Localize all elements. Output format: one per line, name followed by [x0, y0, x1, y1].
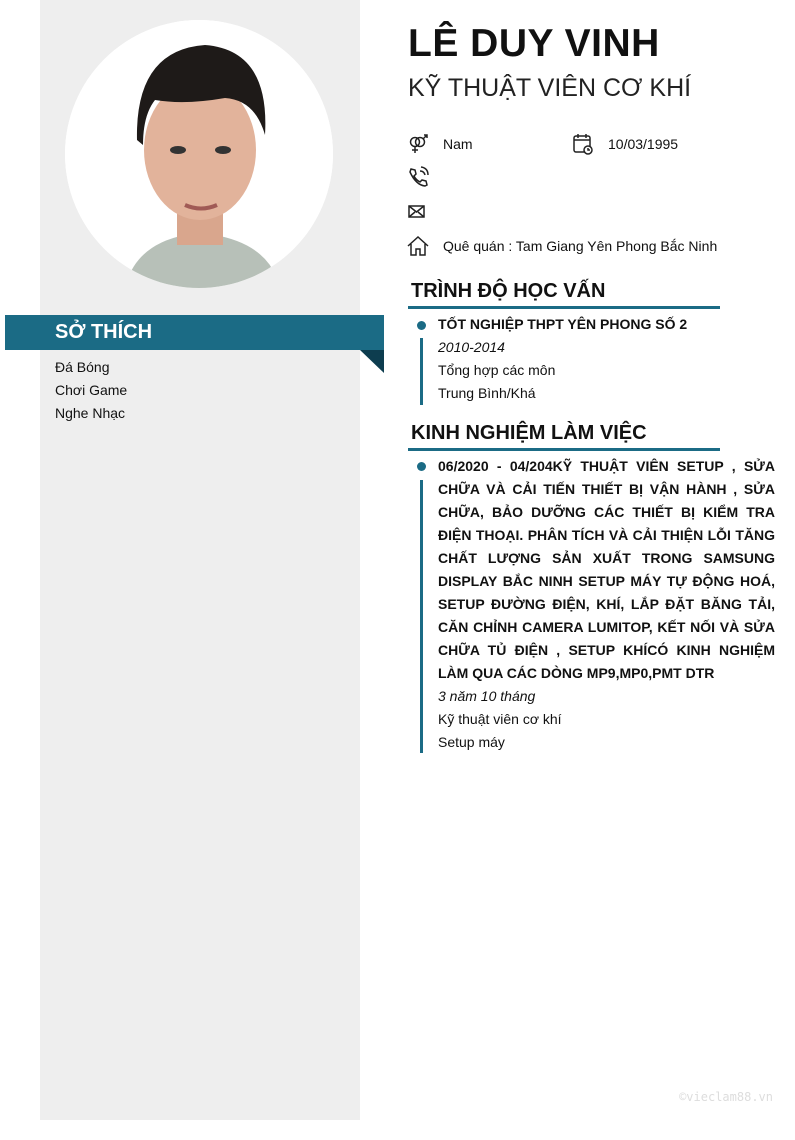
avatar [65, 20, 333, 288]
timeline-line [420, 480, 423, 753]
address-value: Quê quán : Tam Giang Yên Phong Bắc Ninh [443, 238, 718, 254]
experience-heading: KINH NGHIỆM LÀM VIỆC [408, 422, 720, 451]
gender-row [407, 133, 473, 155]
experience-position: Kỹ thuật viên cơ khí [438, 711, 562, 727]
timeline-line [420, 338, 423, 405]
hobby-item: Chơi Game [55, 382, 128, 398]
experience-duration: 3 năm 10 tháng [438, 688, 536, 704]
full-name: LÊ DUY VINH [408, 22, 660, 65]
address-row [407, 235, 717, 257]
watermark: ©vieclam88.vn [679, 1090, 773, 1104]
email-row [407, 201, 429, 223]
dob-row [572, 133, 678, 155]
ribbon-fold [360, 350, 384, 373]
experience-title: 06/2020 - 04/204KỸ THUẬT VIÊN SETUP , SỬA CHỮA VÀ CẢI TIẾN THIẾT BỊ VẬN HÀNH , SỬA CHỮA, BẢO DƯỠNG CÁC THIẾT BỊ KIỂM TRA ĐIỆN THOẠI. PHÂN TÍCH VÀ CẢI THIỆN LỖI TĂNG CHẤT LƯỢNG SẢN XUẤT TRONG SAMSUNG DISPLAY BẮC NINH SETUP MÁY TỰ ĐỘNG HOÁ, SETUP ĐƯỜNG ĐIỆN, KHÍ, LẮP ĐẶT BĂNG TẢI, CĂN CHỈNH CAMERA LUMITOP, KẾT NỐI VÀ SỬA CHỮA TỦ ĐIỆN , SETUP KHÍCÓ KINH NGHIỆM LÀM QUA CÁC DÒNG MP9,MP0,PMT DTR [438, 458, 775, 681]
gender-icon [407, 133, 429, 155]
hobbies-list [55, 356, 127, 425]
dob-value: 10/03/1995 [608, 136, 679, 152]
job-title: KỸ THUẬT VIÊN CƠ KHÍ [408, 74, 692, 102]
phone-row [407, 166, 429, 188]
timeline-dot [417, 462, 426, 471]
hobby-item: Đá Bóng [55, 359, 110, 375]
calendar-icon [572, 133, 594, 155]
education-major: Tổng hợp các môn [438, 362, 556, 378]
phone-icon [407, 166, 429, 188]
email-icon [407, 201, 429, 223]
hobbies-heading: SỞ THÍCH [5, 315, 384, 350]
school-name: TỐT NGHIỆP THPT YÊN PHONG SỐ 2 [438, 316, 688, 332]
home-icon [407, 235, 429, 257]
hobby-item: Nghe Nhạc [55, 405, 126, 421]
education-period: 2010-2014 [438, 339, 505, 355]
education-heading: TRÌNH ĐỘ HỌC VẤN [408, 280, 720, 309]
experience-detail: Setup máy [438, 734, 505, 750]
education-grade: Trung Bình/Khá [438, 385, 536, 401]
timeline-dot [417, 321, 426, 330]
experience-item [438, 455, 775, 754]
gender-value: Nam [443, 136, 473, 152]
education-item [438, 313, 775, 405]
